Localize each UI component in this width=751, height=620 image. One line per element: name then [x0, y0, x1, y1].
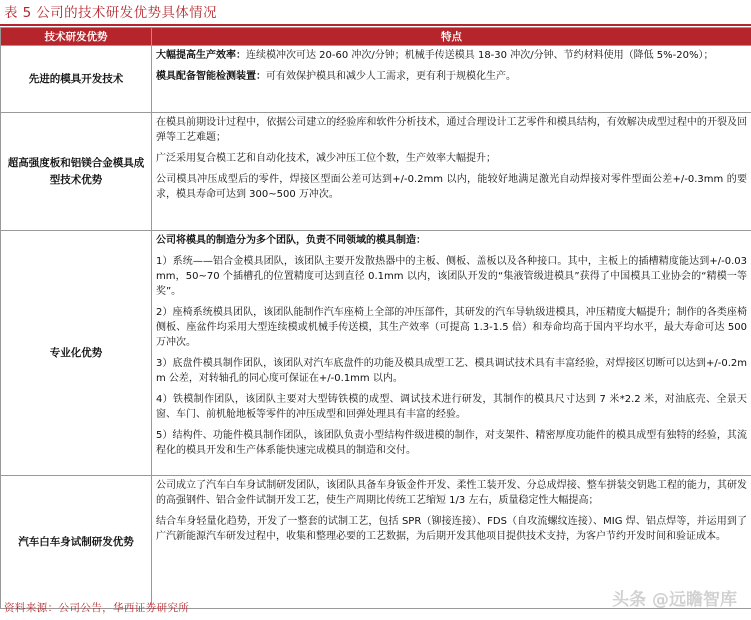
table-row [1, 46, 751, 113]
table-row [1, 231, 751, 476]
advantage-name: 先进的模具开发技术 [1, 46, 152, 113]
advantage-features [152, 113, 751, 231]
feature-paragraph [156, 48, 747, 63]
table-header-row [1, 28, 751, 46]
feature-paragraph [156, 172, 747, 202]
feature-text: 5）结构件、功能件模具制作团队，该团队负责小型结构件级进模的制作，对支架件、精密厚度功能件的模具成型有独特的经验，其流程化的模具开发和生产体系能快速完成模具的制造和交付。 [156, 430, 747, 456]
feature-text: 4）铁模制作团队，该团队主要对大型铸铁模的成型、调试技术进行研发，其制作的模具尺寸达到 7 米*2.2 米，对油底壳、全景天窗、车门、前机舱地板等零件的冲压成型和回弹处理具有丰富的经验。 [156, 394, 747, 420]
title-divider [0, 24, 751, 26]
feature-paragraph [156, 392, 747, 422]
table-row [1, 113, 751, 231]
feature-text: 1）系统——铝合金模具团队，该团队主要开发散热器中的主板、侧板、盖板以及各种接口。其中，主板上的插槽精度能达到+/-0.03mm，50~70 个插槽孔的位置精度可达到直径 0.1mm 以内，该团队开发的“集液管级进模具”获得了中国模具工业协会的“精模一等奖”。 [156, 256, 747, 297]
table-title: 表 5 公司的技术研发优势具体情况 [4, 5, 217, 21]
feature-paragraph [156, 115, 747, 145]
source-note: 资料来源：公司公告，华西证券研究所 [4, 602, 190, 614]
feature-heading: 大幅提高生产效率： [156, 50, 246, 61]
feature-paragraph [156, 428, 747, 458]
feature-text: 公司模具冲压成型后的零件，焊接区型面公差可达到+/-0.2mm 以内，能较好地满足激光自动焊接对零件型面公差+/-0.3mm 的要求，模具寿命可达到 300~500 万冲次。 [156, 174, 747, 200]
feature-paragraph [156, 356, 747, 386]
feature-text: 公司成立了汽车白车身试制研发团队，该团队具备车身钣金件开发、柔性工装开发、分总成焊接、整车拼装交钥匙工程的能力，其研发的高强钢件、铝合金件试制开发工艺，使生产周期比传统工艺缩短 1/3 左右，质量稳定性大幅提高； [156, 480, 747, 506]
feature-text: 可有效保护模具和减少人工需求，更有利于规模化生产。 [266, 71, 516, 82]
feature-paragraph [156, 305, 747, 350]
feature-paragraph [156, 514, 747, 544]
feature-text: 在模具前期设计过程中，依据公司建立的经验库和软件分析技术，通过合理设计工艺零件和模具结构，有效解决成型过程中的开裂及回弹等工艺难题； [156, 117, 747, 143]
feature-paragraph [156, 69, 747, 84]
advantage-features [152, 46, 751, 113]
feature-text: 2）座椅系统模具团队，该团队能制作汽车座椅上全部的冲压部件，其研发的汽车导轨级进模具，冲压精度大幅提升；制作的各类座椅侧板、座盆件均采用大型连续模或机械手传送模，其生产效率（可提高 1.3-1.5 倍）和寿命均高于国内平均水平，最大寿命可达 500 万冲次。 [156, 307, 747, 348]
feature-paragraph [156, 254, 747, 299]
feature-text: 3）底盘件模具制作团队，该团队对汽车底盘件的功能及模具成型工艺、模具调试技术具有丰富经验，对焊接区切断可以达到+/-0.2mm 公差，对转轴孔的同心度可保证在+/-0.1mm 以内。 [156, 358, 747, 384]
feature-text: 连续模冲次可达 20-60 冲次/分钟；机械手传送模具 18-30 冲次/分钟、节约材料使用（降低 5%-20%）； [246, 50, 714, 61]
header-advantage: 技术研发优势 [1, 28, 152, 46]
feature-text: 结合车身轻量化趋势，开发了一整套的试制工艺，包括 SPR（铆接连接）、FDS（自攻流螺纹连接）、MIG 焊、铝点焊等，并运用到了广汽新能源汽车研发过程中，收集和整理必要的工艺数据，为后期开发其他项目提供技术支持，为客户节约开发时间和验证成本。 [156, 516, 747, 542]
feature-paragraph [156, 478, 747, 508]
feature-text: 广泛采用复合模工艺和自动化技术，减少冲压工位个数，生产效率大幅提升； [156, 153, 496, 164]
advantage-name: 汽车白车身试制研发优势 [1, 476, 152, 609]
watermark: 头条 @远瞻智库 [612, 590, 737, 610]
advantage-features [152, 231, 751, 476]
advantage-name: 专业化优势 [1, 231, 152, 476]
feature-paragraph [156, 233, 747, 248]
advantages-table [0, 27, 751, 609]
feature-paragraph [156, 151, 747, 166]
feature-heading: 公司将模具的制造分为多个团队，负责不同领域的模具制造： [156, 235, 426, 246]
advantage-name: 超高强度板和铝镁合金模具成型技术优势 [1, 113, 152, 231]
header-features: 特点 [152, 28, 751, 46]
feature-heading: 模具配备智能检测装置： [156, 71, 266, 82]
